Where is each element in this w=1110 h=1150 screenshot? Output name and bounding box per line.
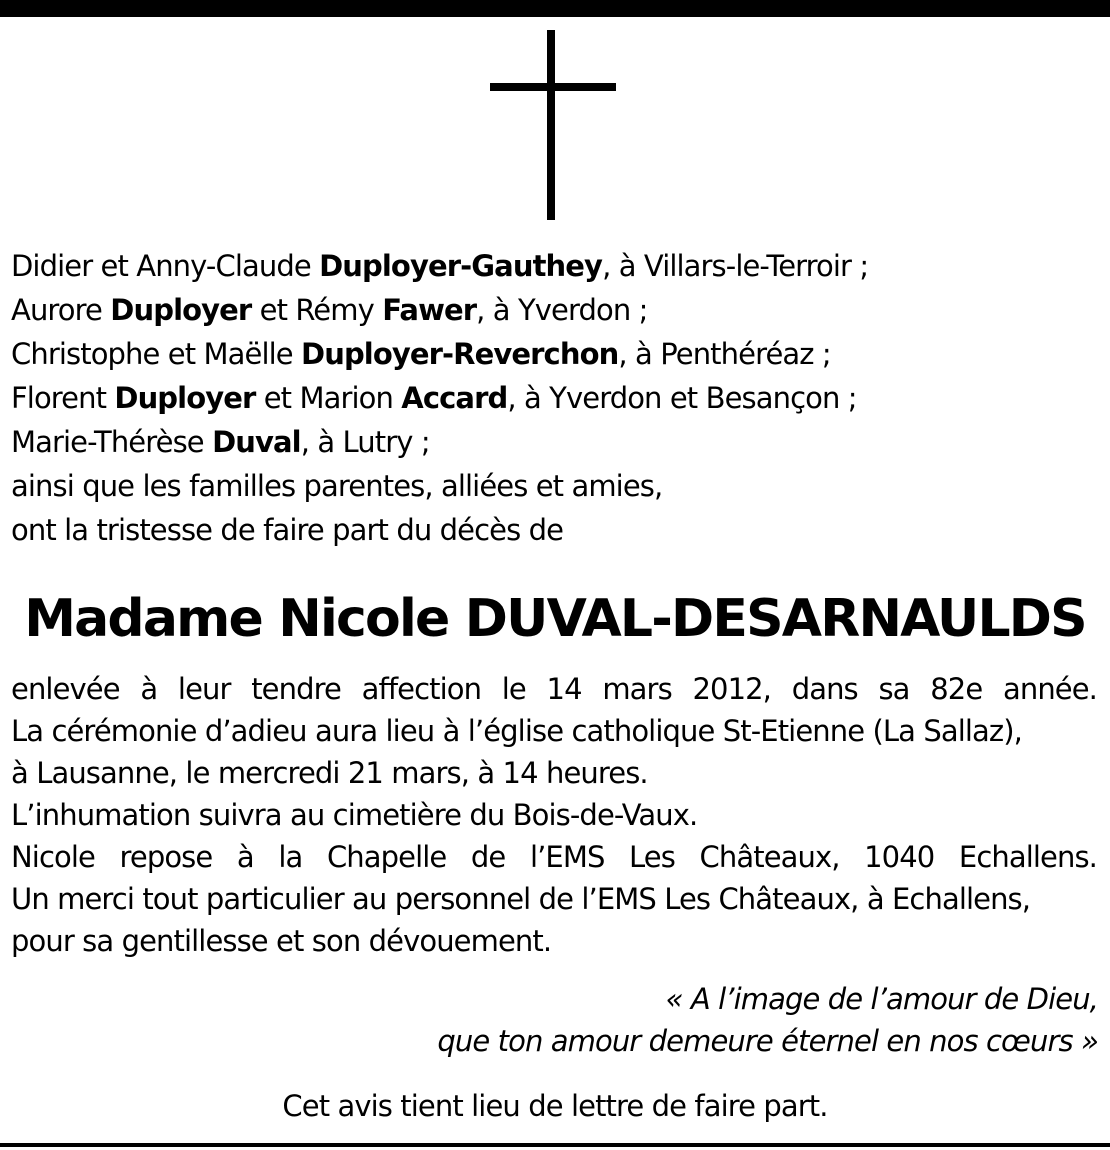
family-surname: Accard: [401, 381, 508, 415]
family-surname: Duval: [212, 425, 301, 459]
family-line: Didier et Anny-Claude Duployer-Gauthey, à Villars-le-Terroir ;: [11, 249, 869, 283]
closing-note: Cet avis tient lieu de lettre de faire part.: [282, 1089, 828, 1123]
quote-line: « A l’image de l’amour de Dieu,: [665, 982, 1098, 1016]
family-surname: Fawer: [382, 293, 477, 327]
deceased-name: Madame Nicole DUVAL-DESARNAULDS: [24, 589, 1086, 649]
family-line: Marie-Thérèse Duval, à Lutry ;: [11, 425, 430, 459]
body-line: Nicole repose à la Chapelle de l’EMS Les Châteaux, 1040 Echallens.: [11, 840, 1097, 874]
body-line: à Lausanne, le mercredi 21 mars, à 14 heures.: [11, 756, 648, 790]
family-line: ont la tristesse de faire part du décès de: [11, 513, 564, 547]
quote: [0, 978, 1098, 1062]
family-line: Aurore Duployer et Rémy Fawer, à Yverdon ;: [11, 293, 648, 327]
family-line: Christophe et Maëlle Duployer-Reverchon, à Penthéréaz ;: [11, 337, 831, 371]
body-line: L’inhumation suivra au cimetière du Bois-de-Vaux.: [11, 798, 698, 832]
quote-line: que ton amour demeure éternel en nos cœurs »: [437, 1024, 1098, 1058]
family-surname: Duployer: [114, 381, 256, 415]
top-border-rule: [0, 0, 1110, 17]
family-surname: Duployer-Gauthey: [319, 249, 603, 283]
family-surname: Duployer: [110, 293, 252, 327]
bottom-border-rule: [0, 1143, 1110, 1147]
cross-icon: [490, 30, 616, 222]
body-line: La cérémonie d’adieu aura lieu à l’église catholique St-Etienne (La Sallaz),: [11, 714, 1022, 748]
body-line: enlevée à leur tendre affection le 14 mars 2012, dans sa 82e année.: [11, 672, 1097, 706]
body-line: Un merci tout particulier au personnel de l’EMS Les Châteaux, à Echallens,: [11, 882, 1031, 916]
family-line: ainsi que les familles parentes, alliées et amies,: [11, 469, 663, 503]
family-surname: Duployer-Reverchon: [301, 337, 619, 371]
notice-body: [11, 668, 1097, 962]
body-line: pour sa gentillesse et son dévouement.: [11, 924, 552, 958]
family-list: [11, 244, 1101, 552]
family-line: Florent Duployer et Marion Accard, à Yverdon et Besançon ;: [11, 381, 857, 415]
